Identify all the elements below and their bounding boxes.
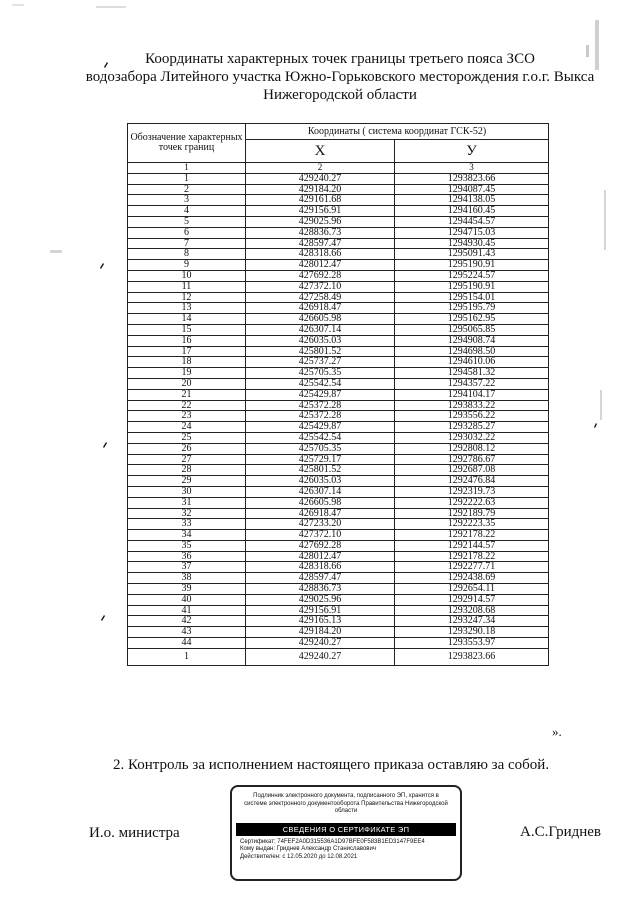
header-coordinates: Координаты ( система координат ГСК-52): [246, 124, 549, 140]
x-coordinate-cell: 427692.28: [246, 270, 395, 281]
x-coordinate-cell: 429240.27: [246, 638, 395, 649]
x-coordinate-cell: 429161.68: [246, 195, 395, 206]
point-number-cell: 43: [128, 627, 246, 638]
point-number-cell: 13: [128, 303, 246, 314]
table-row: [128, 368, 549, 379]
y-coordinate-cell: 1293208.68: [395, 605, 549, 616]
x-coordinate-cell: 427372.10: [246, 530, 395, 541]
x-coordinate-cell: 425705.35: [246, 368, 395, 379]
y-coordinate-cell: 1292438.69: [395, 573, 549, 584]
y-coordinate-cell: 1294698.50: [395, 346, 549, 357]
point-number-cell: 24: [128, 422, 246, 433]
table-row: [128, 357, 549, 368]
point-number-cell: 41: [128, 605, 246, 616]
table-row: [128, 260, 549, 271]
table-row: [128, 324, 549, 335]
y-coordinate-cell: 1295065.85: [395, 324, 549, 335]
point-number-cell: 33: [128, 519, 246, 530]
y-coordinate-cell: 1292223.35: [395, 519, 549, 530]
y-coordinate-cell: 1294908.74: [395, 335, 549, 346]
document-title: [60, 50, 620, 104]
x-coordinate-cell: 427258.49: [246, 292, 395, 303]
x-coordinate-cell: 429240.27: [246, 648, 395, 665]
table-row: [128, 530, 549, 541]
point-number-cell: 15: [128, 324, 246, 335]
y-coordinate-cell: 1294581.32: [395, 368, 549, 379]
x-coordinate-cell: 428597.47: [246, 238, 395, 249]
table-row: [128, 508, 549, 519]
point-number-cell: 30: [128, 486, 246, 497]
stamp-issued-to: Кому выдан: Гриднев Александр Станиславович: [240, 846, 376, 852]
x-coordinate-cell: 429156.91: [246, 605, 395, 616]
table-row: [128, 195, 549, 206]
table-row: [128, 443, 549, 454]
y-coordinate-cell: 1292786.67: [395, 454, 549, 465]
x-coordinate-cell: 425429.87: [246, 389, 395, 400]
point-number-cell: 29: [128, 476, 246, 487]
point-number-cell: 18: [128, 357, 246, 368]
header-y: У: [395, 139, 549, 162]
x-coordinate-cell: 429165.13: [246, 616, 395, 627]
point-number-cell: 21: [128, 389, 246, 400]
y-coordinate-cell: 1294610.06: [395, 357, 549, 368]
y-coordinate-cell: 1292144.57: [395, 540, 549, 551]
point-number-cell: 20: [128, 378, 246, 389]
table-row: [128, 389, 549, 400]
y-coordinate-cell: 1292476.84: [395, 476, 549, 487]
point-number-cell: 7: [128, 238, 246, 249]
control-clause: 2. Контроль за исполнением настоящего приказа оставляю за собой.: [113, 757, 550, 773]
table-row: [128, 249, 549, 260]
table-row: [128, 497, 549, 508]
y-coordinate-cell: 1293290.18: [395, 627, 549, 638]
table-row: [128, 422, 549, 433]
y-coordinate-cell: 1292319.73: [395, 486, 549, 497]
table-row: [128, 173, 549, 184]
point-number-cell: 32: [128, 508, 246, 519]
header-point-designation: Обозначение характерных точек границ: [128, 124, 246, 163]
x-coordinate-cell: 425542.54: [246, 378, 395, 389]
table-row: [128, 292, 549, 303]
table-row: [128, 562, 549, 573]
x-coordinate-cell: 427692.28: [246, 540, 395, 551]
signatory-position: И.о. министра: [89, 825, 180, 841]
y-coordinate-cell: 1295190.91: [395, 281, 549, 292]
table-row: [128, 432, 549, 443]
closing-quote-mark: ».: [552, 724, 562, 739]
point-number-cell: 5: [128, 216, 246, 227]
y-coordinate-cell: 1293247.34: [395, 616, 549, 627]
point-number-cell: 23: [128, 411, 246, 422]
x-coordinate-cell: 427372.10: [246, 281, 395, 292]
x-coordinate-cell: 426307.14: [246, 486, 395, 497]
point-number-cell: 38: [128, 573, 246, 584]
table-row: [128, 314, 549, 325]
table-row: [128, 400, 549, 411]
y-coordinate-cell: 1293556.22: [395, 411, 549, 422]
point-number-cell: 3: [128, 195, 246, 206]
table-row: [128, 584, 549, 595]
x-coordinate-cell: 425372.28: [246, 400, 395, 411]
y-coordinate-cell: 1294357.22: [395, 378, 549, 389]
y-coordinate-cell: 1292189.79: [395, 508, 549, 519]
title-line: водозабора Литейного участка Южно-Горьковского месторождения г.о.г. Выкса: [85, 69, 595, 85]
table-row: [128, 519, 549, 530]
table-row: [128, 648, 549, 665]
point-number-cell: 26: [128, 443, 246, 454]
stamp-certificate-header: СВЕДЕНИЯ О СЕРТИФИКАТЕ ЭП: [236, 823, 456, 836]
x-coordinate-cell: 428012.47: [246, 551, 395, 562]
x-coordinate-cell: 428012.47: [246, 260, 395, 271]
y-coordinate-cell: 1292277.71: [395, 562, 549, 573]
point-number-cell: 35: [128, 540, 246, 551]
table-row: [128, 476, 549, 487]
x-coordinate-cell: 429025.96: [246, 594, 395, 605]
table-row: [128, 270, 549, 281]
y-coordinate-cell: 1293823.66: [395, 173, 549, 184]
point-number-cell: 31: [128, 497, 246, 508]
y-coordinate-cell: 1294715.03: [395, 227, 549, 238]
x-coordinate-cell: 425429.87: [246, 422, 395, 433]
table-row: [128, 346, 549, 357]
table-row: [128, 638, 549, 649]
x-coordinate-cell: 426035.03: [246, 476, 395, 487]
table-row: [128, 216, 549, 227]
table-row: [128, 573, 549, 584]
y-coordinate-cell: 1294087.45: [395, 184, 549, 195]
x-coordinate-cell: 425801.52: [246, 346, 395, 357]
column-number: 1: [128, 163, 246, 174]
x-coordinate-cell: 428597.47: [246, 573, 395, 584]
y-coordinate-cell: 1292914.57: [395, 594, 549, 605]
x-coordinate-cell: 426605.98: [246, 314, 395, 325]
electronic-signature-stamp: [230, 785, 462, 881]
table-row: [128, 227, 549, 238]
y-coordinate-cell: 1293833.22: [395, 400, 549, 411]
point-number-cell: 27: [128, 454, 246, 465]
x-coordinate-cell: 429156.91: [246, 206, 395, 217]
table-row: [128, 184, 549, 195]
x-coordinate-cell: 427233.20: [246, 519, 395, 530]
point-number-cell: 14: [128, 314, 246, 325]
y-coordinate-cell: 1295190.91: [395, 260, 549, 271]
y-coordinate-cell: 1293823.66: [395, 648, 549, 665]
table-row: [128, 238, 549, 249]
x-coordinate-cell: 426307.14: [246, 324, 395, 335]
point-number-cell: 39: [128, 584, 246, 595]
x-coordinate-cell: 425729.17: [246, 454, 395, 465]
point-number-cell: 25: [128, 432, 246, 443]
y-coordinate-cell: 1294104.17: [395, 389, 549, 400]
table-row: [128, 465, 549, 476]
y-coordinate-cell: 1295224.57: [395, 270, 549, 281]
y-coordinate-cell: 1295154.01: [395, 292, 549, 303]
table-row: [128, 486, 549, 497]
point-number-cell: 4: [128, 206, 246, 217]
table-row: [128, 540, 549, 551]
point-number-cell: 2: [128, 184, 246, 195]
point-number-cell: 17: [128, 346, 246, 357]
table-row: [128, 454, 549, 465]
y-coordinate-cell: 1292178.22: [395, 551, 549, 562]
coordinates-table-body: [128, 173, 549, 665]
table-row: [128, 411, 549, 422]
table-row: [128, 616, 549, 627]
point-number-cell: 28: [128, 465, 246, 476]
y-coordinate-cell: 1293553.97: [395, 638, 549, 649]
x-coordinate-cell: 428318.66: [246, 249, 395, 260]
x-coordinate-cell: 428318.66: [246, 562, 395, 573]
point-number-cell: 44: [128, 638, 246, 649]
table-row: [128, 605, 549, 616]
point-number-cell: 11: [128, 281, 246, 292]
x-coordinate-cell: 425737.27: [246, 357, 395, 368]
point-number-cell: 16: [128, 335, 246, 346]
stamp-validity: Действителен: с 12.05.2020 до 12.08.2021: [240, 853, 358, 860]
x-coordinate-cell: 426605.98: [246, 497, 395, 508]
y-coordinate-cell: 1292687.08: [395, 465, 549, 476]
column-number: 2: [246, 163, 395, 174]
table-row: [128, 594, 549, 605]
table-row: [128, 627, 549, 638]
title-line: Координаты характерных точек границы третьего пояса ЗСО: [145, 51, 535, 67]
column-number: 3: [395, 163, 549, 174]
x-coordinate-cell: 425801.52: [246, 465, 395, 476]
stamp-certificate-id: Сертификат: 74FEF2A0D315536A1D97BFE0F583B1ED3147F9EE4: [240, 838, 425, 845]
x-coordinate-cell: 428836.73: [246, 584, 395, 595]
point-number-cell: 34: [128, 530, 246, 541]
y-coordinate-cell: 1292222.63: [395, 497, 549, 508]
x-coordinate-cell: 426918.47: [246, 508, 395, 519]
y-coordinate-cell: 1295091.43: [395, 249, 549, 260]
point-number-cell: 37: [128, 562, 246, 573]
point-number-cell: 12: [128, 292, 246, 303]
title-line: Нижегородской области: [263, 87, 417, 103]
y-coordinate-cell: 1293032.22: [395, 432, 549, 443]
y-coordinate-cell: 1294930.45: [395, 238, 549, 249]
table-row: [128, 281, 549, 292]
x-coordinate-cell: 429240.27: [246, 173, 395, 184]
x-coordinate-cell: 426918.47: [246, 303, 395, 314]
point-number-cell: 6: [128, 227, 246, 238]
table-row: [128, 303, 549, 314]
y-coordinate-cell: 1295162.95: [395, 314, 549, 325]
x-coordinate-cell: 425705.35: [246, 443, 395, 454]
point-number-cell: 8: [128, 249, 246, 260]
point-number-cell: 42: [128, 616, 246, 627]
point-number-cell: 22: [128, 400, 246, 411]
y-coordinate-cell: 1292808.12: [395, 443, 549, 454]
point-number-cell: 9: [128, 260, 246, 271]
x-coordinate-cell: 429184.20: [246, 184, 395, 195]
x-coordinate-cell: 426035.03: [246, 335, 395, 346]
table-row: [128, 378, 549, 389]
signatory-name: А.С.Гриднев: [520, 824, 601, 840]
y-coordinate-cell: 1294138.05: [395, 195, 549, 206]
table-row: [128, 335, 549, 346]
y-coordinate-cell: 1293285.27: [395, 422, 549, 433]
coordinates-table: [127, 123, 549, 666]
y-coordinate-cell: 1294160.45: [395, 206, 549, 217]
x-coordinate-cell: 428836.73: [246, 227, 395, 238]
point-number-cell: 1: [128, 648, 246, 665]
point-number-cell: 40: [128, 594, 246, 605]
y-coordinate-cell: 1292178.22: [395, 530, 549, 541]
y-coordinate-cell: 1294454.57: [395, 216, 549, 227]
table-row: [128, 206, 549, 217]
y-coordinate-cell: 1295195.79: [395, 303, 549, 314]
header-x: X: [246, 139, 395, 162]
point-number-cell: 19: [128, 368, 246, 379]
x-coordinate-cell: 425372.28: [246, 411, 395, 422]
stamp-notice: Подлинник электронного документа, подписанного ЭП, хранится в системе электронного документооборота Правительства Нижегородской области: [244, 793, 448, 814]
table-row: [128, 551, 549, 562]
point-number-cell: 10: [128, 270, 246, 281]
y-coordinate-cell: 1292654.11: [395, 584, 549, 595]
x-coordinate-cell: 425542.54: [246, 432, 395, 443]
point-number-cell: 1: [128, 173, 246, 184]
point-number-cell: 36: [128, 551, 246, 562]
x-coordinate-cell: 429025.96: [246, 216, 395, 227]
x-coordinate-cell: 429184.20: [246, 627, 395, 638]
